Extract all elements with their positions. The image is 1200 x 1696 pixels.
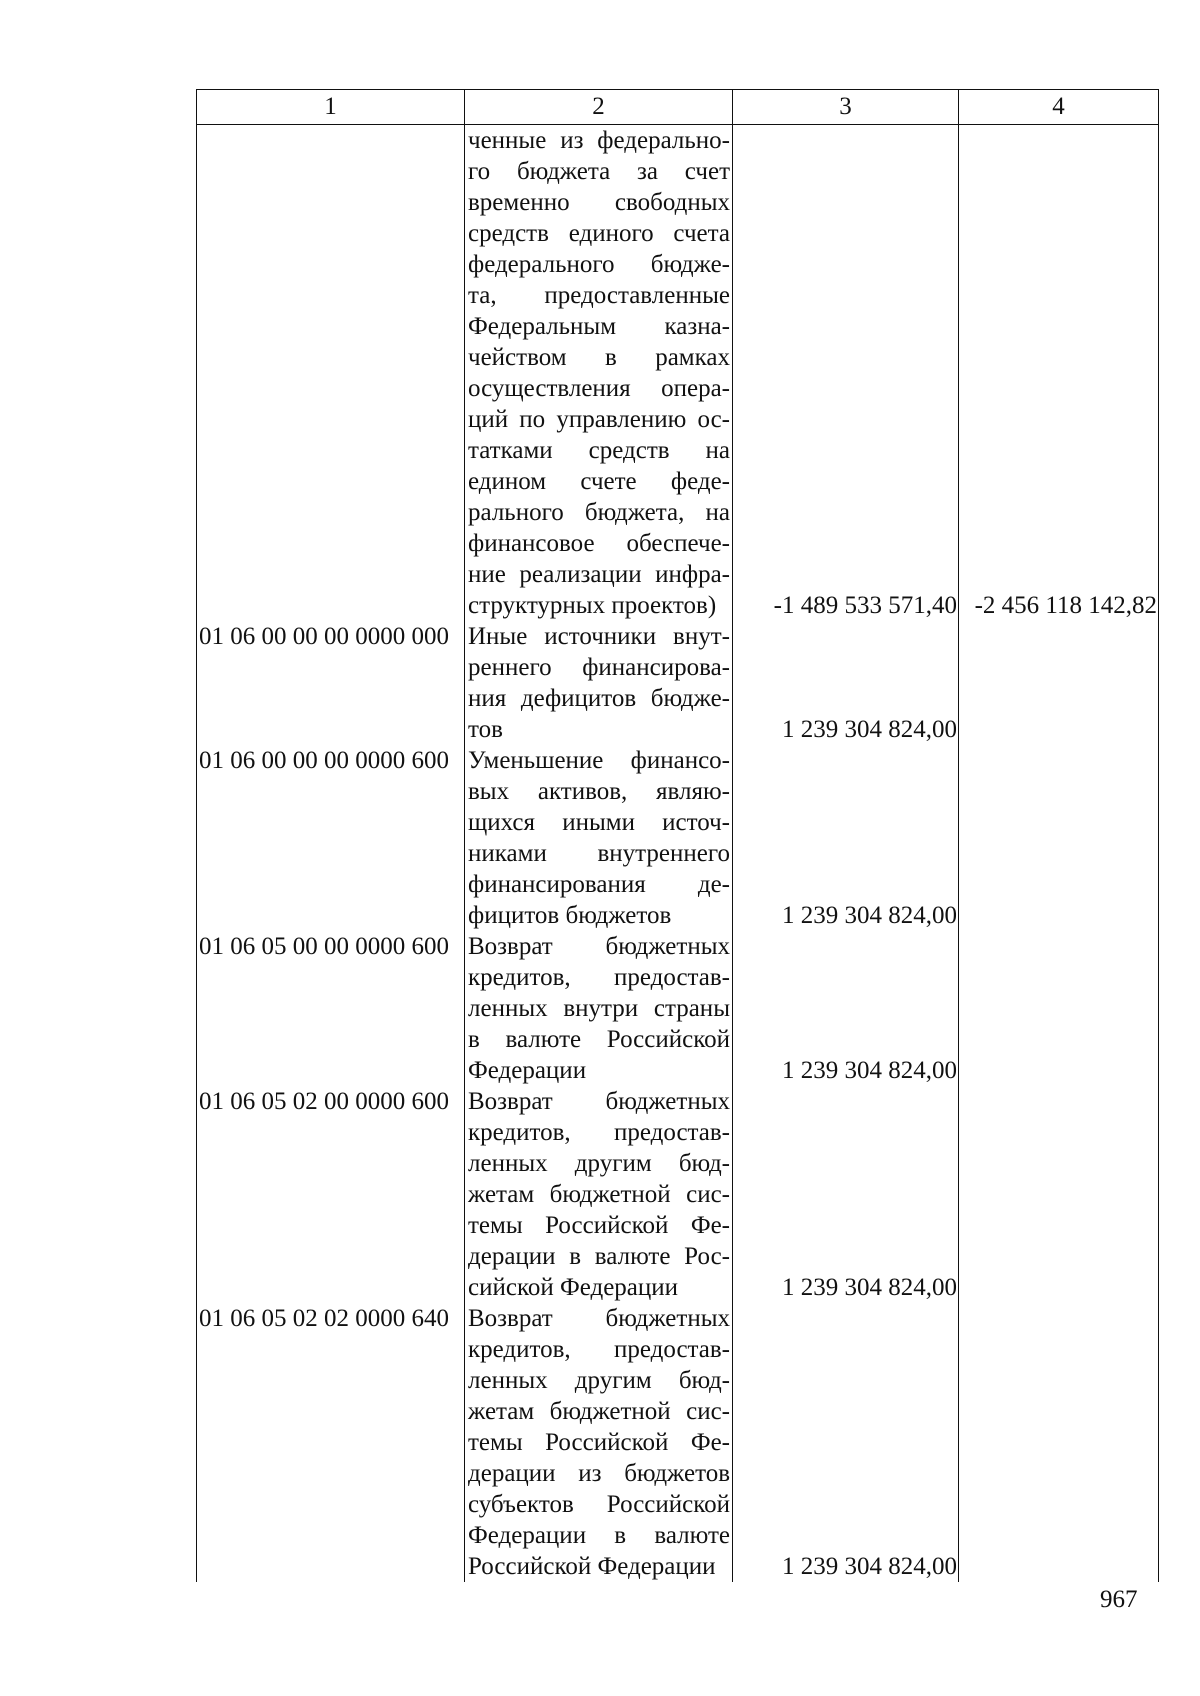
description-line: дерации в валюте Рос- [468,1243,730,1270]
description-line: в валюте Российской [468,1026,730,1053]
description-line: временно свободных [468,189,730,216]
description-line: никами внутреннего [468,840,730,867]
description-cell [465,1086,733,1303]
amount-col-3-cell: 1 239 304 824,00 [733,1086,959,1303]
header-col-2: 2 [465,90,733,125]
description-line: татками средств на [468,437,730,464]
description-line: ленных другим бюд- [468,1367,730,1394]
description-line: жетам бюджетной сис- [468,1398,730,1425]
description-line: средств единого счета [468,220,730,247]
description-line: ленных внутри страны [468,995,730,1022]
page-number: 967 [1100,1586,1138,1613]
amount-col-4-cell [959,931,1159,1086]
amount-col-3-cell: -1 489 533 571,40 [733,125,959,622]
description-line: Федеральным казна- [468,313,730,340]
budget-code-cell [197,125,465,622]
description-line: реннего финансирова- [468,654,730,681]
description-line: темы Российской Фе- [468,1212,730,1239]
description-line: Федерации в валюте [468,1522,730,1549]
description-line: рального бюджета, на [468,499,730,526]
amount-col-4-cell [959,621,1159,745]
description-line: кредитов, предостав- [468,1336,730,1363]
description-line: тов [468,716,503,743]
description-line: осуществления опера- [468,375,730,402]
description-line: ченные из федерально- [468,127,730,154]
description-line: финансирования де- [468,871,730,898]
table-row [197,1303,1159,1582]
description-line: федерального бюдже- [468,251,730,278]
description-line: ние реализации инфра- [468,561,730,588]
table-body [197,125,1159,1583]
description-line: кредитов, предостав- [468,964,730,991]
description-line: структурных проектов) [468,592,717,619]
description-cell [465,621,733,745]
description-line: жетам бюджетной сис- [468,1181,730,1208]
table-row [197,125,1159,622]
description-line: вых активов, являю- [468,778,730,805]
amount-col-4-cell [959,1303,1159,1582]
amount-col-4-cell [959,1086,1159,1303]
description-line: ленных другим бюд- [468,1150,730,1177]
budget-code-cell: 01 06 05 02 02 0000 640 [197,1303,465,1582]
description-cell [465,745,733,931]
description-line: Российской Федерации [468,1553,716,1580]
amount-col-3-cell: 1 239 304 824,00 [733,931,959,1086]
amount-col-4-cell: -2 456 118 142,82 [959,125,1159,622]
description-line: Возврат бюджетных [468,933,730,960]
description-cell [465,1303,733,1582]
header-col-1: 1 [197,90,465,125]
description-line: та, предоставленные [468,282,730,309]
description-line: ций по управлению ос- [468,406,730,433]
table-header [197,90,1159,125]
amount-col-3-cell: 1 239 304 824,00 [733,621,959,745]
description-line: финансовое обеспече- [468,530,730,557]
description-line: чейством в рамках [468,344,730,371]
description-line: Возврат бюджетных [468,1305,730,1332]
description-line: темы Российской Фе- [468,1429,730,1456]
description-line: субъектов Российской [468,1491,730,1518]
description-cell [465,125,733,622]
header-col-4: 4 [959,90,1159,125]
description-line: фицитов бюджетов [468,902,672,929]
amount-col-4-cell [959,745,1159,931]
table-row [197,745,1159,931]
budget-code-cell: 01 06 05 02 00 0000 600 [197,1086,465,1303]
description-line: ния дефицитов бюдже- [468,685,730,712]
description-line: Иные источники внут- [468,623,730,650]
budget-code-cell: 01 06 05 00 00 0000 600 [197,931,465,1086]
description-line: дерации из бюджетов [468,1460,730,1487]
description-line: едином счете феде- [468,468,730,495]
description-line: сийской Федерации [468,1274,679,1301]
header-col-3: 3 [733,90,959,125]
description-line: Уменьшение финансо- [468,747,730,774]
description-line: Возврат бюджетных [468,1088,730,1115]
amount-col-3-cell: 1 239 304 824,00 [733,745,959,931]
amount-col-3-cell: 1 239 304 824,00 [733,1303,959,1582]
table-row [197,621,1159,745]
table-row [197,931,1159,1086]
description-line: Федерации [468,1057,587,1084]
description-line: го бюджета за счет [468,158,730,185]
budget-code-cell: 01 06 00 00 00 0000 000 [197,621,465,745]
description-cell [465,931,733,1086]
table-row [197,1086,1159,1303]
description-line: щихся иными источ- [468,809,730,836]
budget-code-cell: 01 06 00 00 00 0000 600 [197,745,465,931]
description-line: кредитов, предостав- [468,1119,730,1146]
budget-sources-table [196,89,1159,1582]
